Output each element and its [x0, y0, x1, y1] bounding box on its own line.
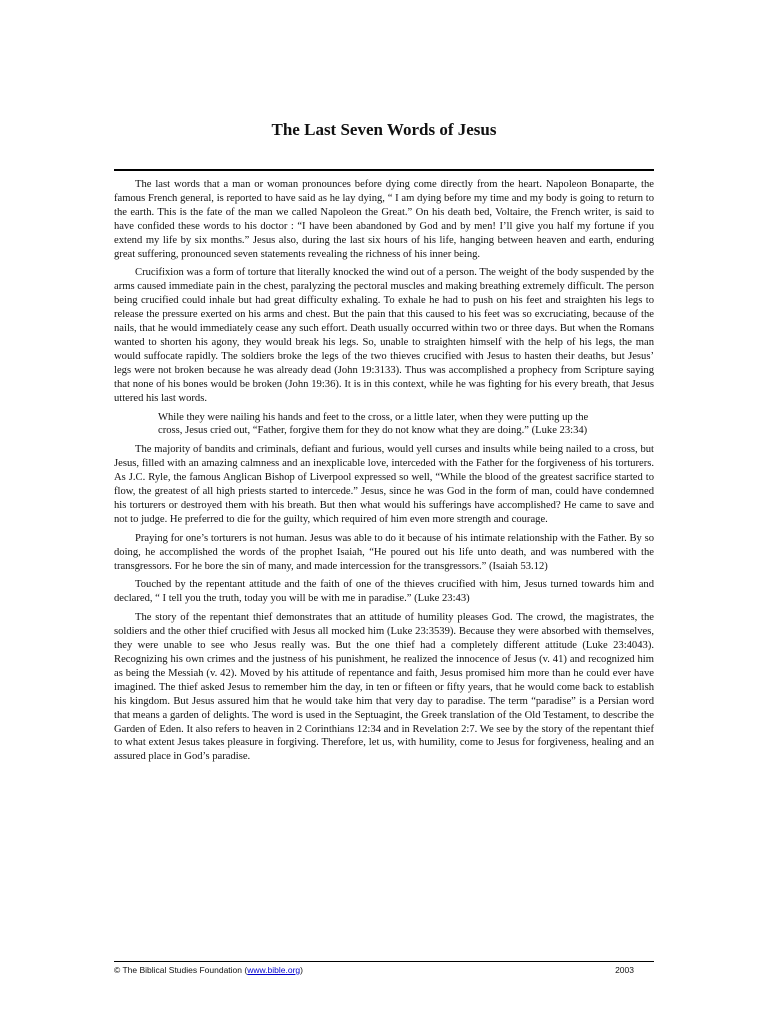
paragraph-napoleon: The last words that a man or woman pronounces before dying come directly from the heart. Napoleon Bonaparte, the famous French general, is reported to have said as he lay dying, “ I am dying before my time and my body is going to return to the earth. This is the fate of the man we called Napoleon the Great.” On his death bed, Voltaire, the French writer, is said to have confided these words to his doctor : “I have been abandoned by God and by men! I’ll give you half my fortune if you extend my life by six months.” Jesus also, during the last six hours of his life, hanging between heaven and earth, enduring great suffering, pronounced seven statements revealing the richness of his inner being.: [114, 179, 654, 260]
footer-year: 2003: [615, 965, 634, 975]
paragraph-touched: Touched by the repentant attitude and the faith of one of the thieves crucified with him, Jesus turned towards him and declared, “ I tell you the truth, today you will be with me in paradise.” (Luke 23:43): [114, 579, 654, 605]
paragraph-bandits: The majority of bandits and criminals, defiant and furious, would yell curses and insults while being nailed to a cross, but Jesus, filled with an amazing calmness and an inexplicable love, interceded with the Father for the forgiveness of his torturers. As J.C. Ryle, the famous Anglican Bishop of Liverpool expressed so well, “While the blood of the greatest sacrifice started to flow, the greatest of all high priests started to intercede.” Jesus, since he was God in the form of man, could have condemned his torturers or destroyed them with his breath. But then what would his sufferings have accomplished? He came to save and not to judge. He preferred to die for the guilty, which required of him even more strength and courage.: [114, 444, 654, 525]
footer-copyright: [114, 965, 303, 975]
document-body: [114, 178, 654, 769]
block-quote-luke: While they were nailing his hands and feet to the cross, or a little later, when they were putting up the cross, Jesus cried out, “Father, forgive them for they do not know what they are doing.” (Luke 23:34): [158, 411, 589, 437]
footer-copyright-prefix: © The Biblical Studies Foundation (: [114, 965, 248, 975]
paragraph-praying: Praying for one’s torturers is not human. Jesus was able to do it because of his intimate relationship with the Father. By so doing, he accomplished the words of the prophet Isaiah, “He poured out his life unto death, and was numbered with the transgressors. For he bore the sin of many, and made intercession for the transgressors.” (Isaiah 53.12): [114, 532, 654, 572]
paragraph-crucifixion: Crucifixion was a form of torture that literally knocked the wind out of a person. The weight of the body suspended by the arms caused immediate pain in the chest, paralyzing the pectoral muscles and making breathing extremely difficult. The person being crucified could inhale but had great difficulty exhaling. To exhale he had to push on his feet and straighten his legs to release the pressure exerted on his arms and chest. But the pain that this caused to his feet was so excruciating, because of the nails, that he would immediately cease any such effort. Death usually occurred within two or three days. But when the Romans wanted to shorten his agony, they would break his legs. So, unable to straighten himself with the help of his legs, the man would suffocate rapidly. The soldiers broke the legs of the two thieves crucified with Jesus to hasten their deaths, but Jesus’ legs were not broken because he was already dead (John 19:3133). Thus was accomplished a prophecy from Scripture saying that none of his bones would be broken (John 19:36). It is in this context, while he was fighting for his every breath, that Jesus uttered his last words.: [114, 267, 654, 404]
footer-divider: [114, 961, 654, 962]
footer: [114, 965, 654, 975]
footer-copyright-suffix: ): [300, 965, 303, 975]
document-title: The Last Seven Words of Jesus: [271, 120, 497, 139]
title-divider: [114, 169, 654, 171]
footer-link[interactable]: www.bible.org: [247, 965, 301, 975]
paragraph-repentant-thief: The story of the repentant thief demonstrates that an attitude of humility pleases God. The crowd, the magistrates, the soldiers and the other thief crucified with Jesus all mocked him (Luke 23:3539). Because they were absorbed with themselves, they were unable to see who Jesus really was. But the one thief had a completely different attitude (Luke 23:4043). Recognizing his own crimes and the justness of his punishment, he realized the innocence of Jesus (v. 41) and recognized him as being the Messiah (v. 42). Moved by his attitude of repentance and faith, Jesus promised him more than he could ever have imagined. The thief asked Jesus to remember him the day, in ten or fifteen or fifty years, that he would come back to establish his kingdom. But Jesus assured him that he would take him that very day to paradise. The term “paradise” is a Persian word that means a garden of delights. The word is used in the Septuagint, the Greek translation of the Old Testament, to describe the Garden of Eden. It also refers to heaven in 2 Corinthians 12:34 and in Revelation 2:7. We see by the story of the repentant thief to what extent Jesus takes pleasure in forgiving. Therefore, let us, with humility, come to Jesus for forgiveness, healing and an assured place in God’s paradise.: [114, 612, 654, 763]
